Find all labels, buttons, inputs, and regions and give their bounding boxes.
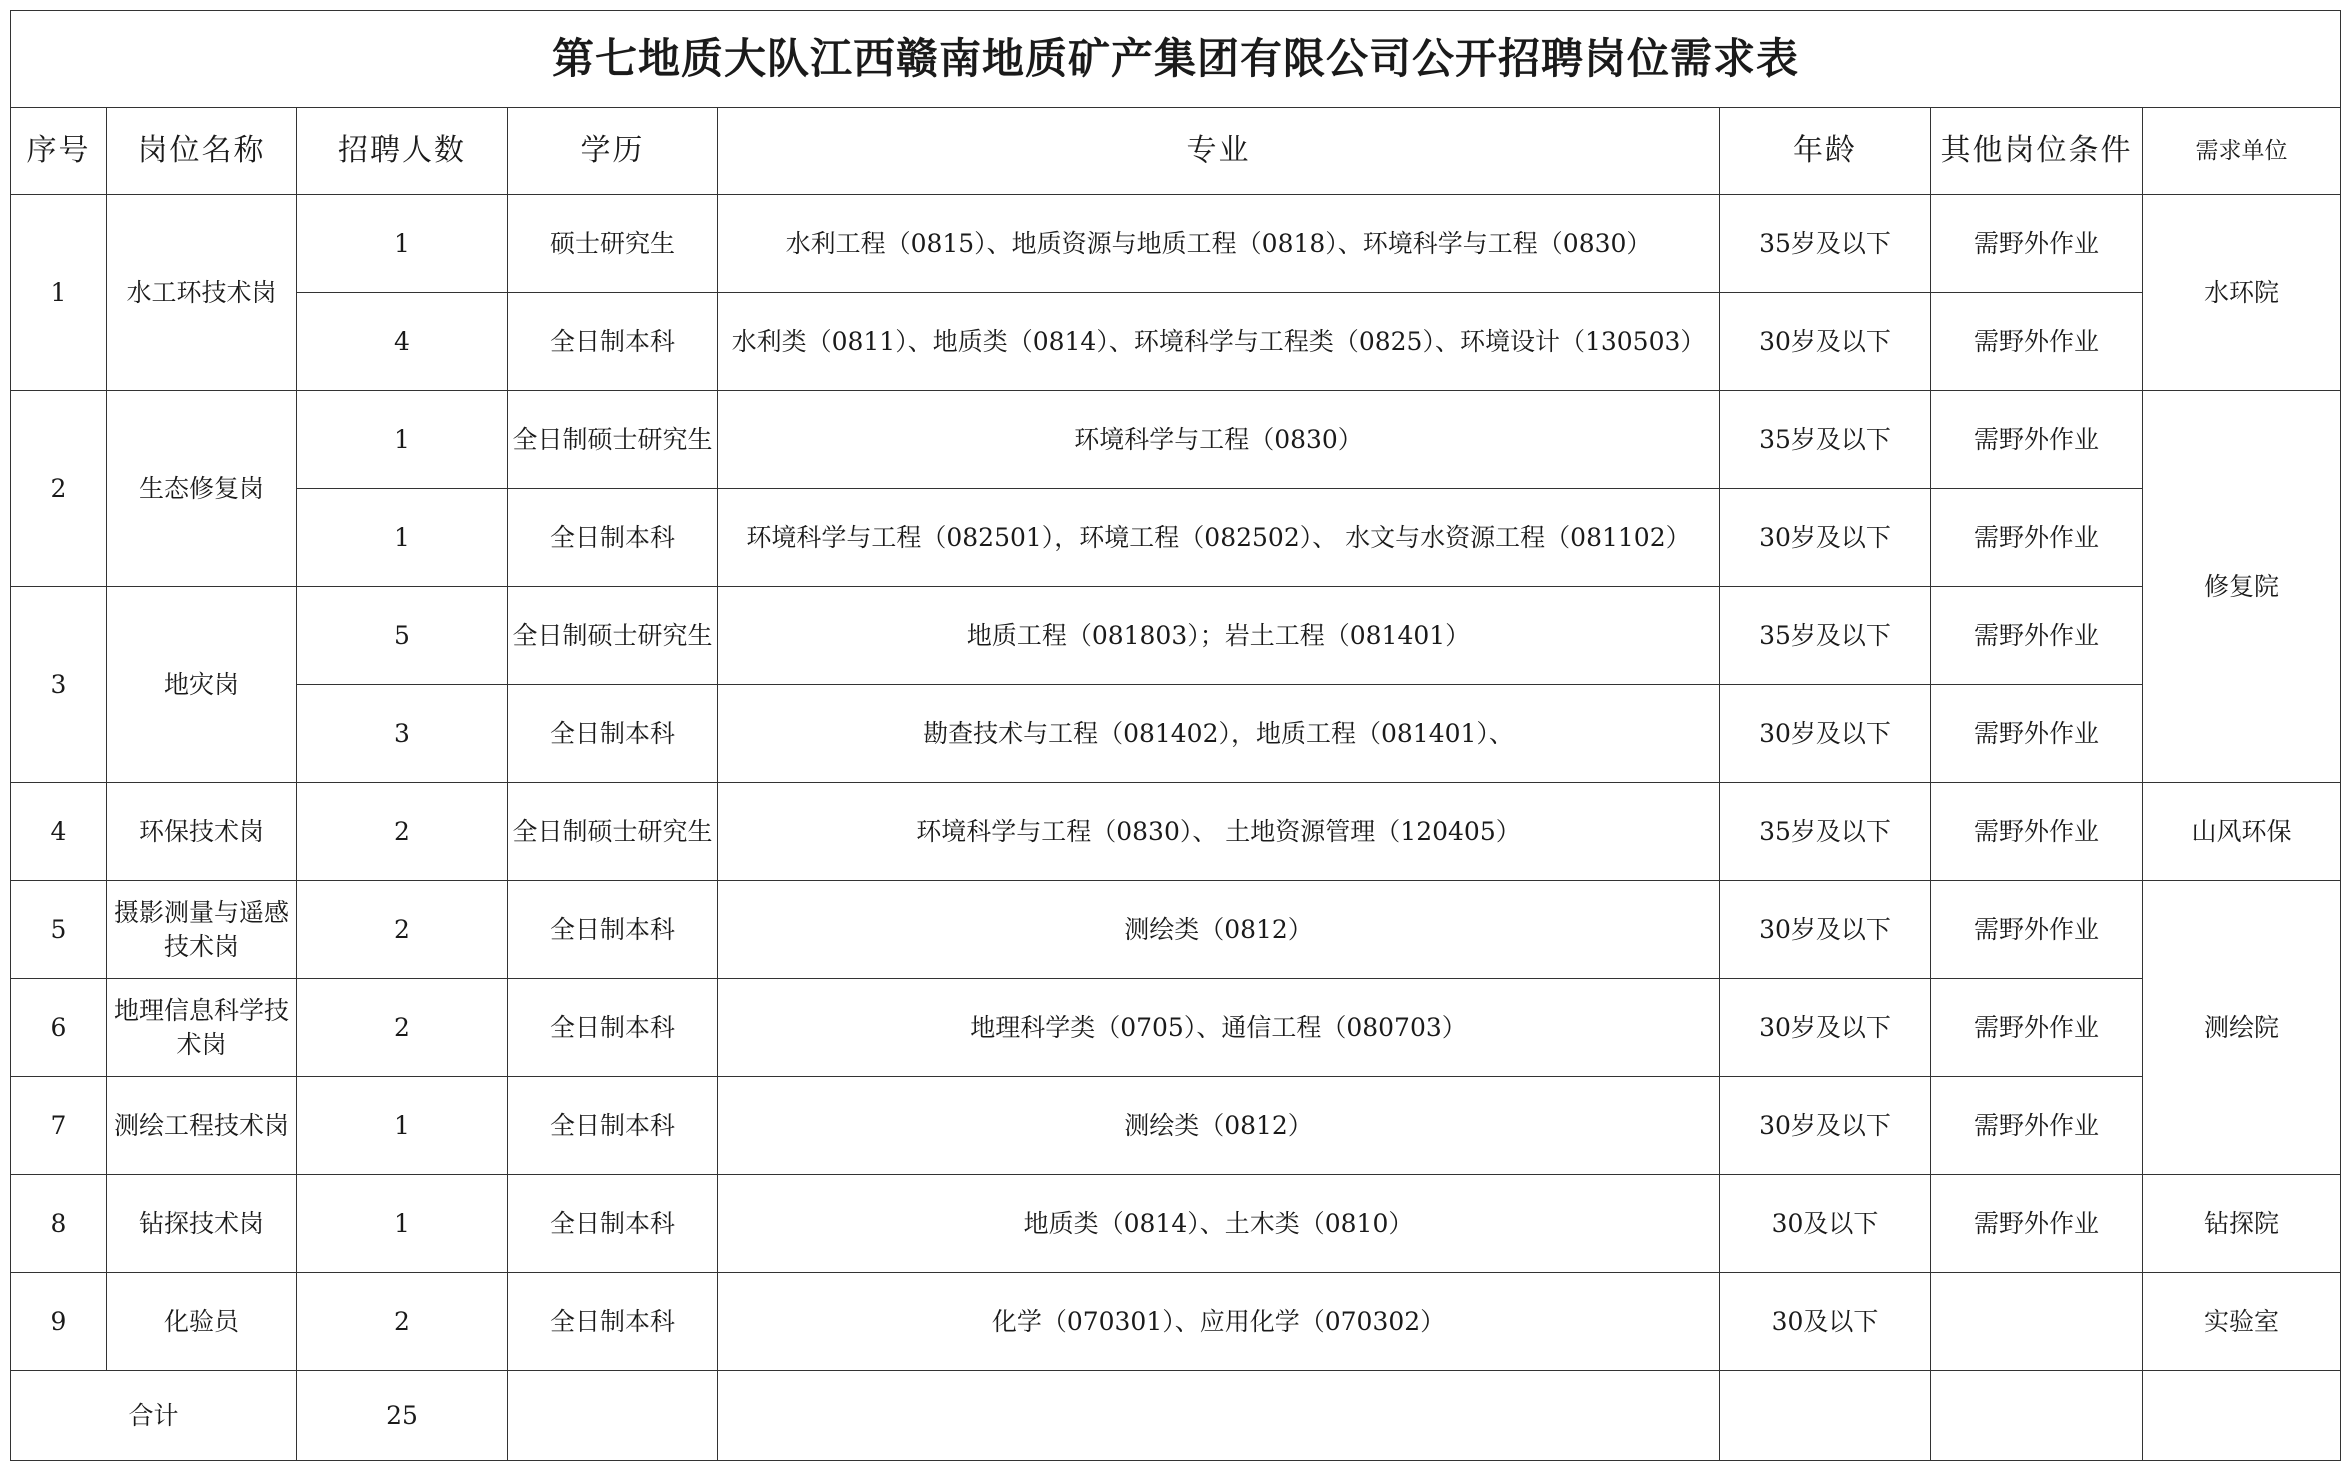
age-cell: 35岁及以下: [1720, 783, 1931, 881]
count-cell: 2: [297, 979, 508, 1077]
unit-cell: 水环院: [2143, 195, 2341, 391]
age-cell: 30岁及以下: [1720, 685, 1931, 783]
major-cell: 勘查技术与工程（081402），地质工程（081401）、: [718, 685, 1720, 783]
table-row: [11, 783, 2341, 881]
count-cell: 4: [297, 293, 508, 391]
seq-cell: 9: [11, 1273, 107, 1371]
position-cell: 钻探技术岗: [107, 1175, 297, 1273]
major-cell: 地质类（0814）、土木类（0810）: [718, 1175, 1720, 1273]
table-row: [11, 979, 2341, 1077]
total-blank-cell: [1931, 1371, 2143, 1461]
count-cell: 1: [297, 391, 508, 489]
total-blank-cell: [508, 1371, 718, 1461]
recruitment-table-page: [10, 10, 2340, 1457]
header-other: 其他岗位条件: [1931, 108, 2143, 195]
position-cell: 地灾岗: [107, 587, 297, 783]
seq-cell: 7: [11, 1077, 107, 1175]
header-age: 年龄: [1720, 108, 1931, 195]
age-cell: 35岁及以下: [1720, 587, 1931, 685]
header-education: 学历: [508, 108, 718, 195]
count-cell: 3: [297, 685, 508, 783]
total-count: 25: [297, 1371, 508, 1461]
position-cell: 摄影测量与遥感技术岗: [107, 881, 297, 979]
table-row: [11, 489, 2341, 587]
header-seq: 序号: [11, 108, 107, 195]
seq-cell: 2: [11, 391, 107, 587]
seq-cell: 5: [11, 881, 107, 979]
unit-cell: 钻探院: [2143, 1175, 2341, 1273]
table-row: [11, 1077, 2341, 1175]
total-row: [11, 1371, 2341, 1461]
table-row: [11, 587, 2341, 685]
major-cell: 环境科学与工程（0830）: [718, 391, 1720, 489]
education-cell: 全日制本科: [508, 489, 718, 587]
recruitment-table: [10, 10, 2341, 1461]
education-cell: 全日制硕士研究生: [508, 587, 718, 685]
major-cell: 测绘类（0812）: [718, 881, 1720, 979]
education-cell: 全日制硕士研究生: [508, 391, 718, 489]
unit-cell: 修复院: [2143, 391, 2341, 783]
table-row: [11, 1175, 2341, 1273]
position-cell: 测绘工程技术岗: [107, 1077, 297, 1175]
education-cell: 全日制硕士研究生: [508, 783, 718, 881]
table-row: [11, 195, 2341, 293]
seq-cell: 3: [11, 587, 107, 783]
count-cell: 2: [297, 881, 508, 979]
count-cell: 5: [297, 587, 508, 685]
seq-cell: 6: [11, 979, 107, 1077]
total-blank-cell: [1720, 1371, 1931, 1461]
total-label: 合计: [11, 1371, 297, 1461]
header-major: 专业: [718, 108, 1720, 195]
major-cell: 测绘类（0812）: [718, 1077, 1720, 1175]
position-cell: 环保技术岗: [107, 783, 297, 881]
other-cell: 需野外作业: [1931, 587, 2143, 685]
age-cell: 35岁及以下: [1720, 195, 1931, 293]
other-cell: 需野外作业: [1931, 293, 2143, 391]
major-cell: 化学（070301）、应用化学（070302）: [718, 1273, 1720, 1371]
table-title: 第七地质大队江西赣南地质矿产集团有限公司公开招聘岗位需求表: [11, 11, 2341, 108]
header-row: [11, 108, 2341, 195]
other-cell: 需野外作业: [1931, 195, 2143, 293]
count-cell: 1: [297, 1175, 508, 1273]
education-cell: 全日制本科: [508, 293, 718, 391]
seq-cell: 1: [11, 195, 107, 391]
total-blank-cell: [2143, 1371, 2341, 1461]
unit-cell: 实验室: [2143, 1273, 2341, 1371]
major-cell: 地质工程（081803）；岩土工程（081401）: [718, 587, 1720, 685]
age-cell: 35岁及以下: [1720, 391, 1931, 489]
other-cell: 需野外作业: [1931, 489, 2143, 587]
total-blank-cell: [718, 1371, 1720, 1461]
position-cell: 化验员: [107, 1273, 297, 1371]
table-row: [11, 685, 2341, 783]
other-cell: 需野外作业: [1931, 979, 2143, 1077]
age-cell: 30岁及以下: [1720, 979, 1931, 1077]
age-cell: 30及以下: [1720, 1273, 1931, 1371]
major-cell: 环境科学与工程（0830）、 土地资源管理（120405）: [718, 783, 1720, 881]
education-cell: 硕士研究生: [508, 195, 718, 293]
header-count: 招聘人数: [297, 108, 508, 195]
table-row: [11, 881, 2341, 979]
seq-cell: 4: [11, 783, 107, 881]
table-row: [11, 293, 2341, 391]
header-position: 岗位名称: [107, 108, 297, 195]
age-cell: 30岁及以下: [1720, 489, 1931, 587]
other-cell: 需野外作业: [1931, 1077, 2143, 1175]
other-cell: 需野外作业: [1931, 881, 2143, 979]
major-cell: 环境科学与工程（082501），环境工程（082502）、 水文与水资源工程（081102）: [718, 489, 1720, 587]
education-cell: 全日制本科: [508, 1077, 718, 1175]
education-cell: 全日制本科: [508, 979, 718, 1077]
other-cell: 需野外作业: [1931, 783, 2143, 881]
count-cell: 2: [297, 1273, 508, 1371]
seq-cell: 8: [11, 1175, 107, 1273]
unit-cell: 测绘院: [2143, 881, 2341, 1175]
education-cell: 全日制本科: [508, 1175, 718, 1273]
age-cell: 30及以下: [1720, 1175, 1931, 1273]
position-cell: 生态修复岗: [107, 391, 297, 587]
table-row: [11, 1273, 2341, 1371]
unit-cell: 山风环保: [2143, 783, 2341, 881]
header-unit: 需求单位: [2143, 108, 2341, 195]
other-cell: 需野外作业: [1931, 1175, 2143, 1273]
other-cell: 需野外作业: [1931, 685, 2143, 783]
table-row: [11, 391, 2341, 489]
count-cell: 2: [297, 783, 508, 881]
count-cell: 1: [297, 1077, 508, 1175]
count-cell: 1: [297, 195, 508, 293]
age-cell: 30岁及以下: [1720, 881, 1931, 979]
education-cell: 全日制本科: [508, 685, 718, 783]
major-cell: 地理科学类（0705）、通信工程（080703）: [718, 979, 1720, 1077]
major-cell: 水利类（0811）、地质类（0814）、环境科学与工程类（0825）、环境设计（130503）: [718, 293, 1720, 391]
education-cell: 全日制本科: [508, 1273, 718, 1371]
age-cell: 30岁及以下: [1720, 1077, 1931, 1175]
count-cell: 1: [297, 489, 508, 587]
position-cell: 地理信息科学技术岗: [107, 979, 297, 1077]
major-cell: 水利工程（0815）、地质资源与地质工程（0818）、环境科学与工程（0830）: [718, 195, 1720, 293]
position-cell: 水工环技术岗: [107, 195, 297, 391]
age-cell: 30岁及以下: [1720, 293, 1931, 391]
education-cell: 全日制本科: [508, 881, 718, 979]
other-cell: 需野外作业: [1931, 391, 2143, 489]
other-cell: [1931, 1273, 2143, 1371]
